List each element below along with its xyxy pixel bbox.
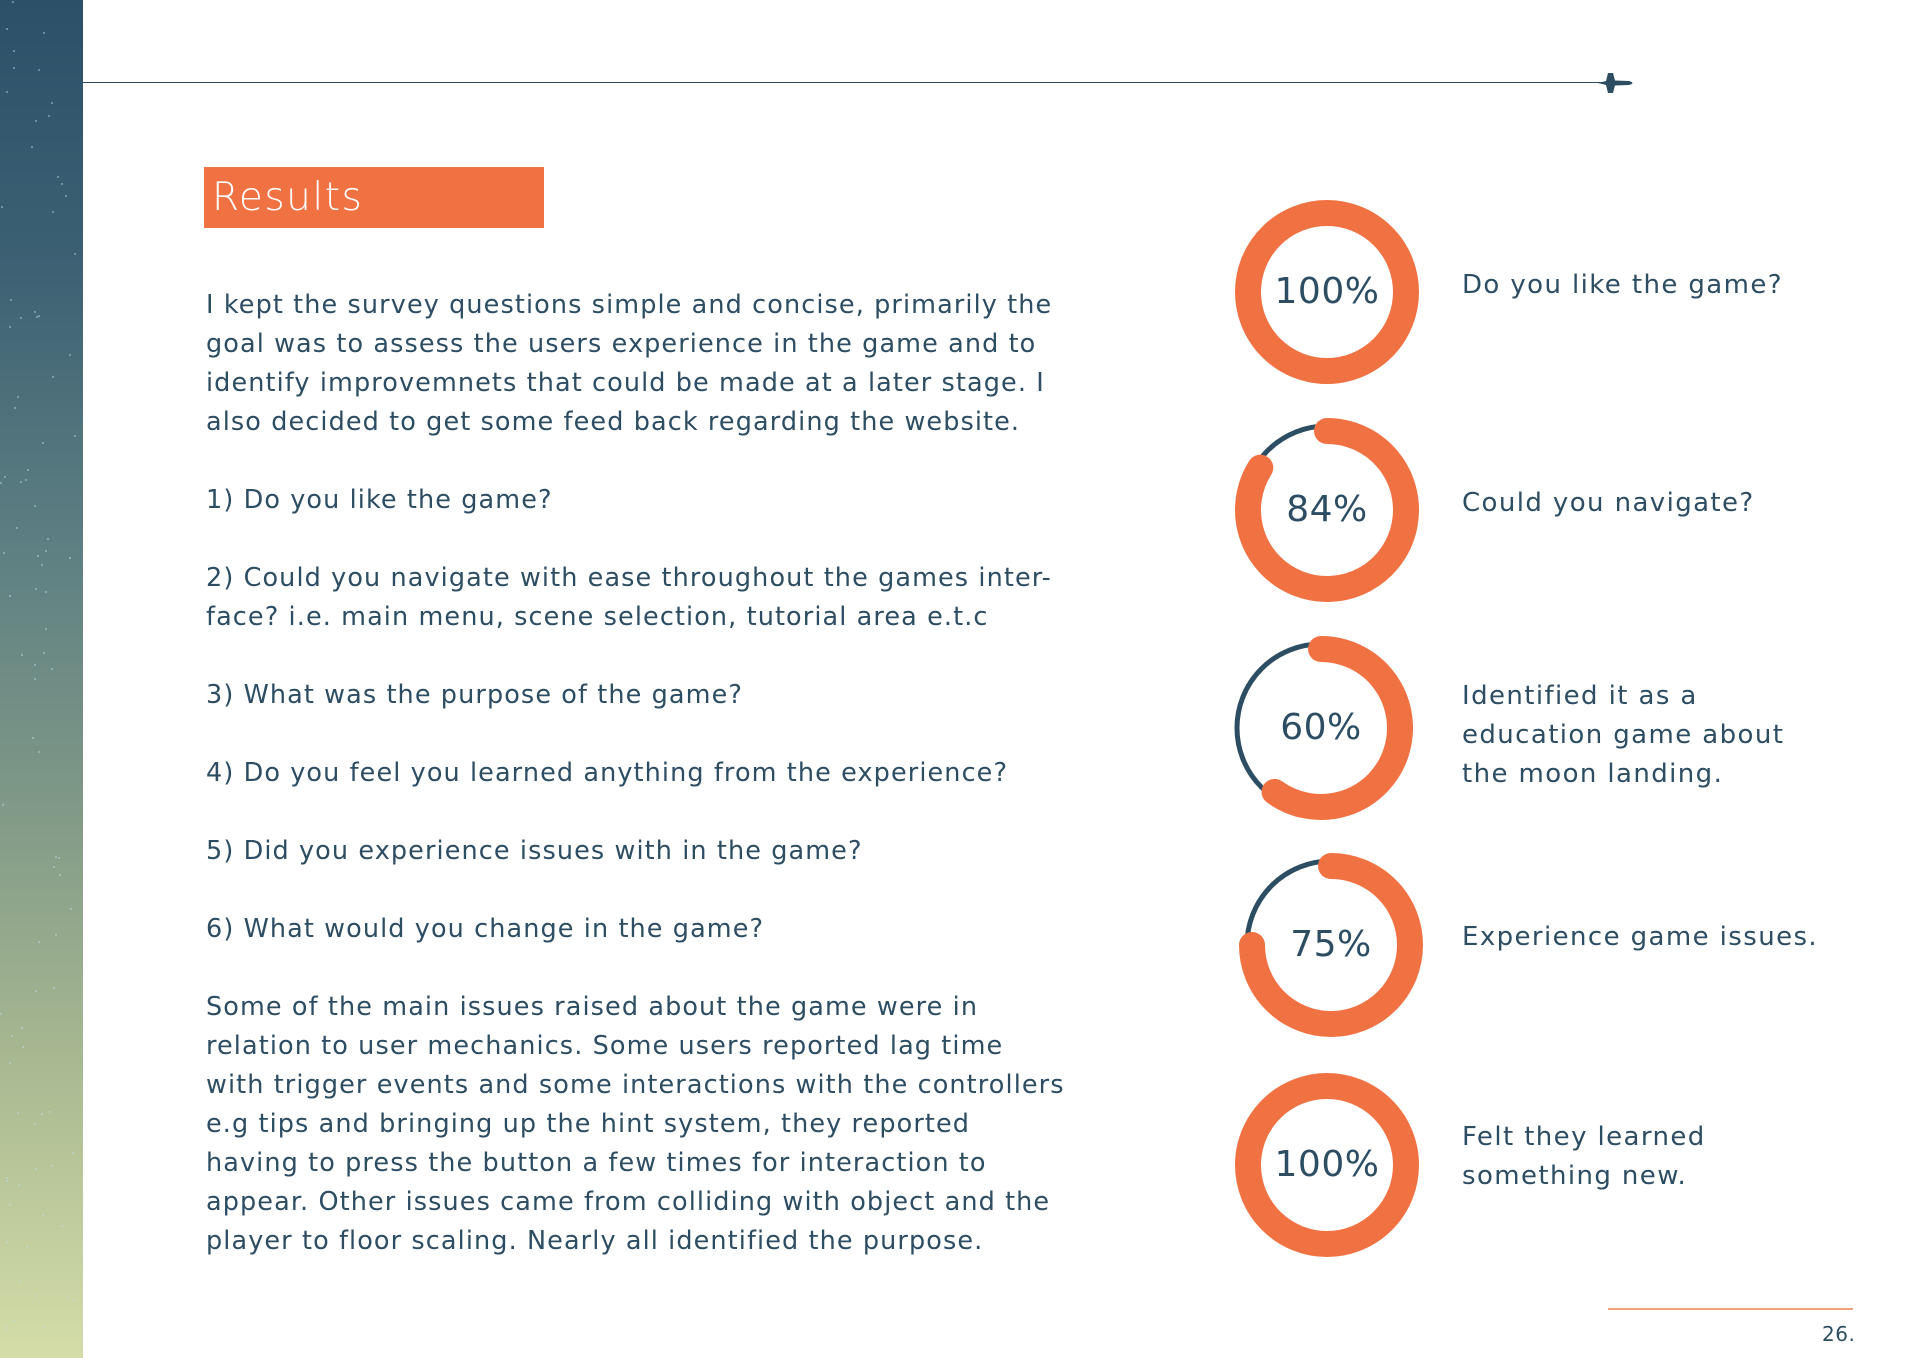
- star-speck: [0, 1013, 2, 1015]
- star-speck: [27, 469, 29, 471]
- question-1: 1) Do you like the game?: [206, 485, 553, 515]
- question-4: 4) Do you feel you learned anything from the experience?: [206, 758, 1009, 788]
- summary-paragraph: Some of the main issues raised about the game were in relation to user mechanics. Some users reported lag time with trigger events and some interactions with the controllers e.g tips and bringing up the hint system, they reported having to press the button a few times for interaction to appear. Other issues came from colliding with object and the player to floor scaling. Nearly all identified the purpose.: [206, 992, 1065, 1256]
- star-speck: [6, 1177, 8, 1179]
- star-speck: [34, 664, 36, 666]
- star-speck: [35, 1168, 37, 1170]
- star-speck: [9, 1204, 11, 1206]
- donut-value: 60%: [1280, 707, 1362, 748]
- star-speck: [13, 1320, 15, 1322]
- star-speck: [37, 555, 39, 557]
- star-speck: [42, 442, 44, 444]
- star-speck: [42, 1214, 44, 1216]
- donut-result-1: [1232, 197, 1422, 387]
- star-speck: [61, 1225, 63, 1227]
- jet-plane-icon: [1596, 70, 1636, 96]
- star-speck: [22, 1046, 24, 1048]
- star-speck: [57, 176, 59, 178]
- star-speck: [31, 146, 33, 148]
- star-speck: [34, 1123, 36, 1125]
- star-speck: [51, 1165, 53, 1167]
- donut-value: 75%: [1290, 924, 1372, 965]
- star-speck: [0, 482, 2, 484]
- star-speck: [47, 538, 49, 540]
- star-speck: [35, 588, 37, 590]
- star-speck: [36, 316, 38, 318]
- donut-value: 100%: [1274, 271, 1380, 312]
- donut-value: 100%: [1274, 1144, 1380, 1185]
- star-speck: [6, 1180, 8, 1182]
- donut-result-4: [1236, 850, 1426, 1040]
- star-speck: [9, 326, 11, 328]
- star-speck: [9, 1062, 11, 1064]
- star-speck: [42, 1326, 44, 1328]
- donut-result-5: [1232, 1070, 1422, 1260]
- star-speck: [45, 591, 47, 593]
- star-speck: [74, 435, 76, 437]
- star-speck: [69, 354, 71, 356]
- star-speck: [43, 32, 45, 34]
- star-speck: [9, 595, 11, 597]
- star-speck: [4, 476, 6, 478]
- star-speck: [45, 550, 47, 552]
- result-label-1: Do you like the game?: [1462, 270, 1783, 300]
- donut-result-3: [1226, 633, 1416, 823]
- star-speck: [72, 1152, 74, 1154]
- star-speck: [6, 1327, 8, 1329]
- question-6: 6) What would you change in the game?: [206, 914, 765, 944]
- side-gradient-strip: [0, 0, 83, 1358]
- star-speck: [65, 195, 67, 197]
- star-speck: [73, 1299, 75, 1301]
- star-speck: [18, 1184, 20, 1186]
- question-5: 5) Did you experience issues with in the game?: [206, 836, 863, 866]
- star-speck: [2, 804, 4, 806]
- star-speck: [14, 407, 16, 409]
- star-speck: [25, 479, 27, 481]
- star-speck: [59, 874, 61, 876]
- star-speck: [6, 91, 8, 93]
- star-speck: [21, 1027, 23, 1029]
- star-speck: [48, 115, 50, 117]
- star-speck: [38, 941, 40, 943]
- star-speck: [74, 253, 76, 255]
- star-speck: [1, 206, 3, 208]
- star-speck: [34, 678, 36, 680]
- question-3: 3) What was the purpose of the game?: [206, 680, 744, 710]
- donut-result-2: [1232, 415, 1422, 605]
- intro-paragraph: I kept the survey questions simple and concise, primarily the goal was to assess the users experience in the game and to identify improvemnets that could be made at a later stage. I also decided to get some feed back regarding the website.: [206, 290, 1053, 437]
- result-label-3: Identified it as a education game about the moon landing.: [1462, 681, 1785, 789]
- body-text: [206, 286, 1066, 1261]
- star-speck: [38, 69, 40, 71]
- star-speck: [55, 934, 57, 936]
- star-speck: [69, 557, 71, 559]
- result-label-4: Experience game issues.: [1462, 922, 1819, 952]
- star-speck: [70, 908, 72, 910]
- star-speck: [34, 311, 36, 313]
- star-speck: [20, 481, 22, 483]
- result-label-2: Could you navigate?: [1462, 488, 1755, 518]
- section-title: Results: [212, 175, 364, 220]
- star-speck: [6, 1241, 8, 1243]
- star-speck: [58, 857, 60, 859]
- star-speck: [66, 1297, 68, 1299]
- star-speck: [35, 120, 37, 122]
- star-speck: [61, 183, 63, 185]
- footer-rule: [1608, 1308, 1853, 1310]
- star-speck: [17, 1112, 19, 1114]
- star-speck: [20, 1281, 22, 1283]
- star-speck: [6, 28, 8, 30]
- star-speck: [20, 317, 22, 319]
- star-speck: [13, 50, 15, 52]
- star-speck: [41, 1113, 43, 1115]
- star-speck: [12, 1, 14, 3]
- donut-value: 84%: [1286, 489, 1368, 530]
- star-speck: [26, 1246, 28, 1248]
- star-speck: [10, 299, 12, 301]
- star-speck: [21, 654, 23, 656]
- star-speck: [52, 376, 54, 378]
- star-speck: [17, 396, 19, 398]
- star-speck: [35, 1295, 37, 1297]
- star-speck: [16, 527, 18, 529]
- top-rule: [83, 82, 1603, 83]
- star-speck: [13, 67, 15, 69]
- page-number: 26.: [1822, 1322, 1856, 1346]
- star-speck: [43, 652, 45, 654]
- star-speck: [3, 552, 5, 554]
- star-speck: [51, 102, 53, 104]
- star-speck: [38, 315, 40, 317]
- star-speck: [11, 1035, 13, 1037]
- star-speck: [32, 737, 34, 739]
- star-speck: [52, 211, 54, 213]
- star-speck: [45, 628, 47, 630]
- result-label-5: Felt they learned something new.: [1462, 1122, 1706, 1191]
- star-speck: [35, 990, 37, 992]
- star-speck: [55, 856, 57, 858]
- question-2: 2) Could you navigate with ease throughout the games inter-face? i.e. main menu, scene selection, tutorial area e.t.c: [206, 563, 1052, 632]
- star-speck: [49, 1111, 51, 1113]
- star-speck: [41, 564, 43, 566]
- star-speck: [53, 987, 55, 989]
- star-speck: [34, 505, 36, 507]
- star-speck: [51, 668, 53, 670]
- star-speck: [38, 751, 40, 753]
- star-speck: [53, 866, 55, 868]
- results-heading-box: [204, 167, 544, 228]
